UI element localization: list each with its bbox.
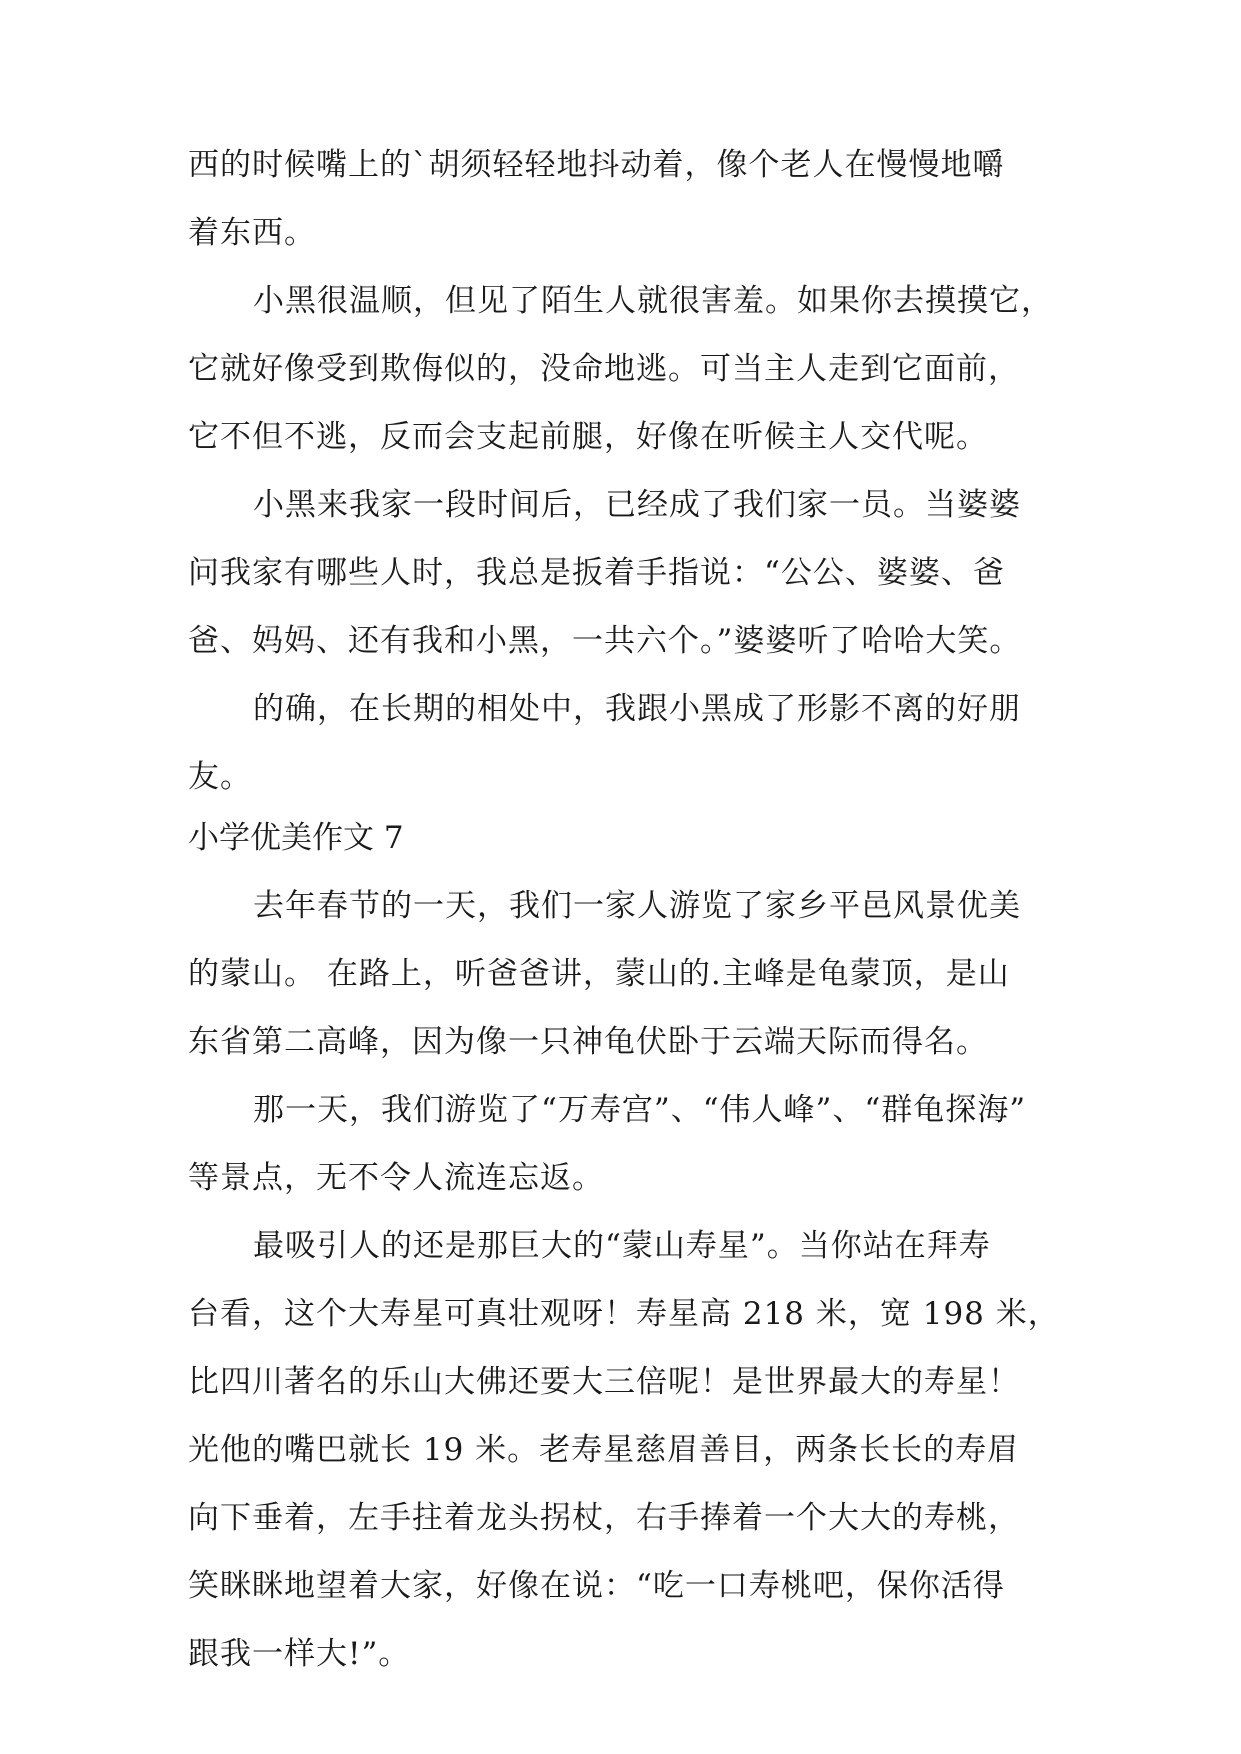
paragraph-start-line: 最吸引人的还是那巨大的“蒙山寿星”。当你站在拜寿 (253, 1228, 991, 1264)
text-line: 西的时候嘴上的`胡须轻轻地抖动着，像个老人在慢慢地嚼 (188, 147, 1005, 183)
paragraph-start-line: 的确，在长期的相处中，我跟小黑成了形影不离的好朋 (253, 691, 1021, 727)
text-line: 光他的嘴巴就长 19 米。老寿星慈眉善目，两条长长的寿眉 (188, 1432, 1020, 1468)
text-line: 它就好像受到欺侮似的，没命地逃。可当主人走到它面前， (188, 351, 1020, 387)
text-line: 等景点，无不令人流连忘返。 (188, 1160, 604, 1196)
text-line: 着东西。 (188, 215, 316, 251)
text-line: 比四川著名的乐山大佛还要大三倍呢！是世界最大的寿星！ (188, 1364, 1020, 1400)
paragraph-start-line: 那一天，我们游览了“万寿宫”、“伟人峰”、“群龟探海” (253, 1092, 1027, 1128)
text-line: 台看，这个大寿星可真壮观呀！寿星高 218 米，宽 198 米， (188, 1296, 1060, 1332)
text-line: 向下垂着，左手拄着龙头拐杖，右手捧着一个大大的寿桃， (188, 1500, 1020, 1536)
paragraph-start-line: 小黑很温顺，但见了陌生人就很害羞。如果你去摸摸它， (253, 283, 1053, 319)
text-line: 问我家有哪些人时，我总是扳着手指说：“公公、婆婆、爸 (188, 555, 1005, 591)
essay-section-2 (188, 804, 1058, 1688)
text-line: 友。 (188, 759, 252, 795)
text-line: 笑眯眯地望着大家，好像在说：“吃一口寿桃吧，保你活得 (188, 1568, 1005, 1604)
text-line: 爸、妈妈、还有我和小黑，一共六个。”婆婆听了哈哈大笑。 (188, 623, 1022, 659)
essay-title: 小学优美作文 7 (188, 820, 404, 856)
text-line: 它不但不逃，反而会支起前腿，好像在听候主人交代呢。 (188, 419, 988, 455)
essay-section-1 (188, 131, 1058, 811)
paragraph-start-line: 去年春节的一天，我们一家人游览了家乡平邑风景优美 (253, 888, 1021, 924)
text-line: 的蒙山。 在路上，听爸爸讲，蒙山的.主峰是龟蒙顶，是山 (188, 956, 1010, 992)
paragraph-start-line: 小黑来我家一段时间后，已经成了我们家一员。当婆婆 (253, 487, 1021, 523)
text-line: 跟我一样大!”。 (188, 1636, 411, 1672)
text-line: 东省第二高峰，因为像一只神龟伏卧于云端天际而得名。 (188, 1024, 988, 1060)
